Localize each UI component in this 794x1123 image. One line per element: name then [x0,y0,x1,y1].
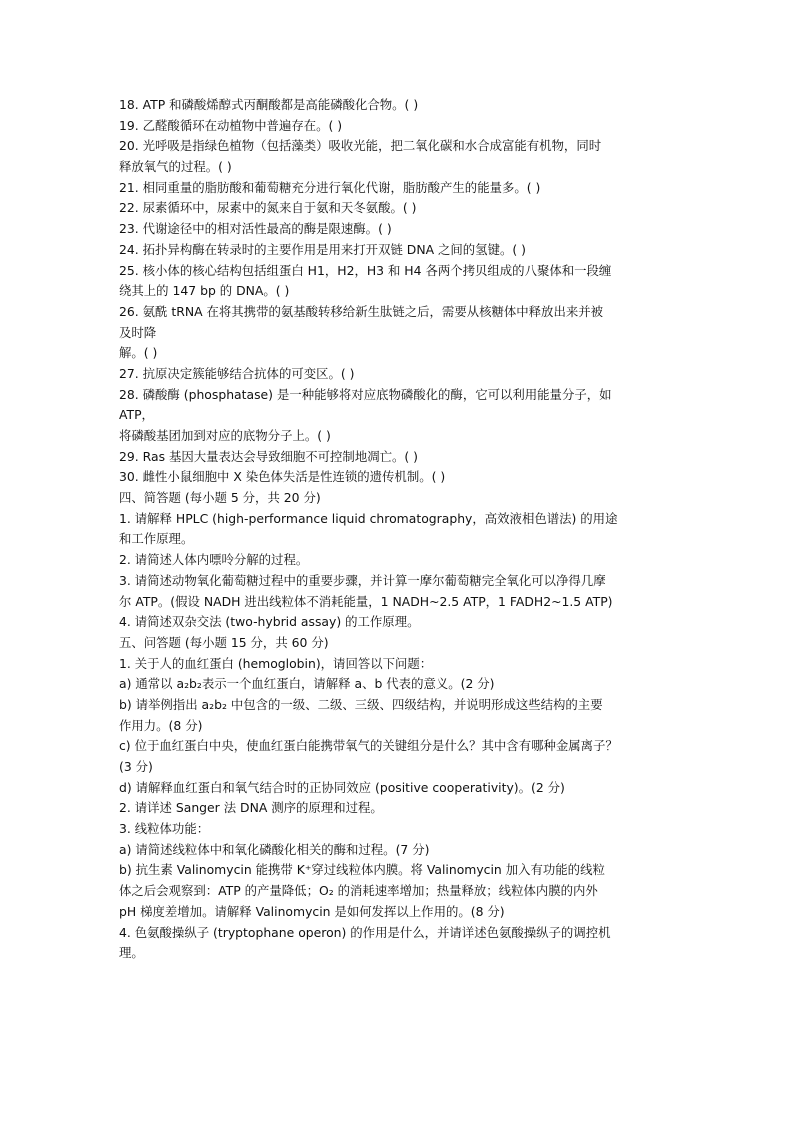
essay-3b-cont: 体之后会观察到：ATP 的产量降低；O₂ 的消耗速率增加；热量释放；线粒体内膜的内外 [119,883,598,899]
question-25: 25. 核小体的核心结构包括组蛋白 H1，H2，H3 和 H4 各两个拷贝组成的八聚体和一段缠 [119,262,612,278]
section-heading-short-answer: 四、简答题 (每小题 5 分，共 20 分) [119,490,321,506]
essay-4-cont: 理。 [119,945,144,961]
essay-1c-cont: (3 分) [119,759,153,774]
essay-4: 4. 色氨酸操纵子 (tryptophane operon) 的作用是什么，并请详述色氨酸操纵子的调控机 [119,924,611,940]
question-21: 21. 相同重量的脂肪酸和葡萄糖充分进行氧化代谢，脂肪酸产生的能量多。( ) [119,179,541,195]
short-answer-3-cont: 尔 ATP。(假设 NADH 进出线粒体不消耗能量，1 NADH~2.5 ATP，1 FADH2~1.5 ATP) [119,593,613,609]
short-answer-1: 1. 请解释 HPLC (high-performance liquid chromatography，高效液相色谱法) 的用途 [119,510,618,526]
question-30: 30. 雌性小鼠细胞中 X 染色体失活是性连锁的遗传机制。( ) [119,469,446,485]
essay-3b-cont2: pH 梯度差增加。请解释 Valinomycin 是如何发挥以上作用的。(8 分) [119,903,505,919]
short-answer-2: 2. 请简述人体内嘌呤分解的过程。 [119,552,309,568]
question-25-cont: 绕其上的 147 bp 的 DNA。( ) [119,283,290,299]
essay-1c: c) 位于血红蛋白中央，使血红蛋白能携带氧气的关键组分是什么？其中含有哪种金属离子？ [119,738,618,754]
question-18: 18. ATP 和磷酸烯醇式丙酮酸都是高能磷酸化合物。( ) [119,97,419,112]
essay-1d: d) 请解释血红蛋白和氧气结合时的正协同效应 (positive cooperativity)。(2 分) [119,779,565,795]
question-22: 22. 尿素循环中，尿素中的氮来自于氨和天冬氨酸。( ) [119,200,417,216]
essay-3: 3. 线粒体功能： [119,821,210,837]
essay-1: 1. 关于人的血红蛋白 (hemoglobin)，请回答以下问题： [119,655,433,671]
document-page [119,95,687,964]
section-heading-essay: 五、问答题 (每小题 15 分，共 60 分) [119,634,329,650]
question-27: 27. 抗原决定簇能够结合抗体的可变区。( ) [119,365,355,381]
short-answer-3: 3. 请简述动物氧化葡萄糖过程中的重要步骤，并计算一摩尔葡萄糖完全氧化可以净得几摩 [119,572,606,588]
short-answer-4: 4. 请简述双杂交法 (two-hybrid assay) 的工作原理。 [119,614,420,630]
question-20-cont: 释放氧气的过程。( ) [119,159,232,175]
question-28: 28. 磷酸酶 (phosphatase) 是一种能够将对应底物磷酸化的酶，它可以利用能量分子，如 [119,386,612,402]
question-26: 26. 氨酰 tRNA 在将其携带的氨基酸转移给新生肽链之后，需要从核糖体中释放出来并被 [119,303,604,319]
question-28-cont: ATP， [119,407,154,423]
question-20: 20. 光呼吸是指绿色植物（包括藻类）吸收光能，把二氧化碳和水合成富能有机物，同时 [119,138,602,154]
question-19: 19. 乙醛酸循环在动植物中普遍存在。( ) [119,117,343,133]
essay-3a: a) 请简述线粒体中和氧化磷酸化相关的酶和过程。(7 分) [119,841,430,857]
question-24: 24. 拓扑异构酶在转录时的主要作用是用来打开双链 DNA 之间的氢键。( ) [119,241,526,257]
essay-1b-cont: 作用力。(8 分) [119,717,203,733]
essay-1b: b) 请举例指出 a₂b₂ 中包含的一级、二级、三级、四级结构，并说明形成这些结构的主要 [119,696,603,712]
essay-2: 2. 请详述 Sanger 法 DNA 测序的原理和过程。 [119,800,383,816]
essay-1a: a) 通常以 a₂b₂表示一个血红蛋白，请解释 a、b 代表的意义。(2 分) [119,676,495,692]
question-29: 29. Ras 基因大量表达会导致细胞不可控制地凋亡。( ) [119,448,418,464]
question-26-cont: 及时降 [119,324,157,340]
essay-3b: b) 抗生素 Valinomycin 能携带 K⁺穿过线粒体内膜。将 Valinomycin 加入有功能的线粒 [119,862,605,878]
short-answer-1-cont: 和工作原理。 [119,531,194,547]
question-28-cont2: 将磷酸基团加到对应的底物分子上。( ) [119,428,331,443]
question-23: 23. 代谢途径中的相对活性最高的酶是限速酶。( ) [119,221,392,237]
question-26-cont2: 解。( ) [119,345,158,361]
